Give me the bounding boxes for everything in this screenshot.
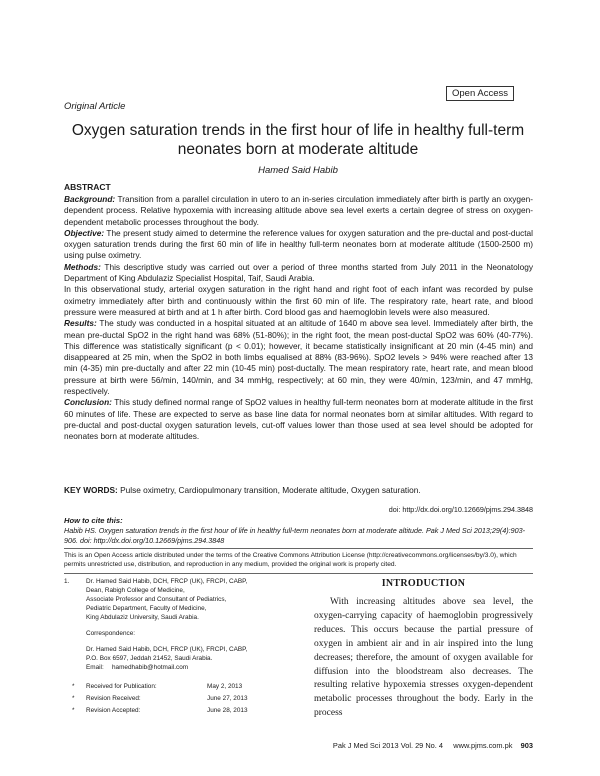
introduction-body	[314, 596, 533, 721]
page-number: 903	[520, 741, 533, 750]
date-label: Revision Accepted:	[86, 707, 141, 714]
methods-label: Methods:	[64, 261, 101, 272]
methods-text: This descriptive study was carried out over a period of three months started from July 2011 in the Neonatology Department of King Abdulaziz Specialist Hospital, Taif, Saudi Arabia.	[64, 261, 534, 284]
doi-link[interactable]: doi: http://dx.doi.org/10.12669/pjms.294.3848	[388, 505, 533, 514]
date-bullet: *	[72, 683, 75, 690]
email-label: Email:	[86, 664, 104, 671]
conclusion-text: This study defined normal range of SpO2 values in healthy full-term neonates born at moderate altitude in the first 60 minutes of life. These are expected to serve as base line data for normal neonates born at similar altitudes. With regard to pre-ductal and post-ductal oxygen saturation levels, cut-off values lower than those used at sea level should be adopted for neonates born at moderate altitudes.	[64, 397, 534, 442]
journal-website[interactable]: www.pjms.com.pk	[453, 741, 513, 750]
background-label: Background:	[64, 194, 116, 204]
affiliation-line: Pediatric Department, Faculty of Medicine,	[86, 605, 207, 612]
affiliation-line: Dean, Rabigh College of Medicine,	[86, 587, 185, 594]
methods-text-2: In this observational study, arterial oxygen saturation in the right hand and right foot of each infant was recorded by pulse oximetry immediately after birth and continuously within the first 60 min of life. The respiratory rate, heart rate, and blood pressure were measured at birth and at 1 h after birth. Cord blood gas and haemoglobin levels were also measured.	[64, 284, 533, 317]
correspondence-label: Correspondence:	[86, 630, 136, 637]
how-to-cite-heading: How to cite this:	[64, 516, 123, 525]
affiliation-line: King Abdulaziz University, Saudi Arabia.	[86, 614, 199, 621]
date-bullet: *	[72, 707, 75, 714]
license-text: This is an Open Access article distributed under the terms of the Creative Commons Attribution License (http://creativecommons.org/licenses/by/3.0), which permits unrestricted use, distribution, and reproduction in any medium, provided the original work is properly cited.	[64, 552, 517, 568]
correspondence-line: Dr. Hamed Said Habib, DCH, FRCP (UK), FRCPI, CABP,	[86, 646, 248, 653]
date-label: Revision Received:	[86, 695, 141, 702]
footnote-number: 1.	[64, 578, 70, 585]
article-type: Original Article	[64, 101, 126, 112]
introduction-paragraph: With increasing altitudes above sea level, the oxygen-carrying capacity of haemoglobin progressively reduces. This occurs because the partial pressure of oxygen in ambient air and in air inspired into the lung decreases; therefore, the amount of oxygen available for diffusion into the bloodstream also decreases. The resulting relative hypoxemia stresses oxygen-dependent metabolic processes throughout the body. Early in the process	[314, 597, 533, 719]
keywords-text: Pulse oximetry, Cardiopulmonary transition, Moderate altitude, Oxygen saturation.	[120, 485, 421, 495]
correspondence-line: P.O. Box 6597, Jeddah 21452, Saudi Arabia.	[86, 655, 213, 662]
results-label: Results:	[64, 318, 97, 329]
objective-label: Objective:	[64, 227, 105, 238]
email-address[interactable]: hamedhabib@hotmail.com	[112, 664, 189, 671]
abstract-body	[64, 194, 533, 443]
divider	[64, 573, 533, 574]
introduction-heading: INTRODUCTION	[381, 578, 466, 589]
journal-info: Pak J Med Sci 2013 Vol. 29 No. 4	[332, 741, 444, 750]
divider	[64, 548, 533, 549]
author-footnote	[64, 578, 294, 728]
author-name: Hamed Said Habib	[258, 165, 338, 176]
results-text: The study was conducted in a hospital situated at an altitude of 1640 m above sea level. Immediately after birth, the mean pre-ductal SpO2 in the right hand was 68% (51-80%); in the right foot, the mean post-ductal SpO2 was 60% (40-77%). This difference was statistically significant (p < 0.01); however, it became statistically insignificant at 20 min (4-45 min) and disappeared at 25 min, when the SpO2 in both limbs equalised at 88% (83-96%). SpO2 levels > 94% were reached after 13 min (4-35) min pre-ductally and after 22 min (10-45 min) post-ductally. The mean respiratory rate, heart rate, and mean blood pressure at birth were 56/min, 140/min, and 34 mmHg, respectively; at 60 min, they were 40/min, 123/min, and 47 mmHg, respectively.	[64, 318, 534, 397]
background-text: Transition from a parallel circulation in utero to an in-series circulation immediately after birth is partly an oxygen-dependent process. Relative hypoxemia with increasing altitude above sea level exerts a certain degree of stress on oxygen-dependent metabolic processes throughout the body.	[64, 194, 533, 227]
article-title: Oxygen saturation trends in the first hour of life in healthy full-term neonates born at moderate altitude	[71, 122, 525, 158]
open-access-badge: Open Access	[446, 86, 514, 101]
abstract-heading: ABSTRACT	[64, 182, 111, 192]
conclusion-label: Conclusion:	[64, 397, 112, 408]
date-value: June 27, 2013	[207, 695, 248, 702]
keywords-label: KEY WORDS:	[64, 485, 118, 495]
how-to-cite-text: Habib HS. Oxygen saturation trends in the first hour of life in healthy full-term neonates born at moderate altitude. Pak J Med Sci 2013;29(4):903-906. doi: http://dx.doi.org/10.12669/pjms.294.3848	[64, 526, 526, 545]
date-bullet: *	[72, 695, 75, 702]
affiliation-line: Dr. Hamed Said Habib, DCH, FRCP (UK), FRCPI, CABP,	[86, 578, 248, 585]
date-value: June 28, 2013	[207, 707, 248, 714]
affiliation-line: Associate Professor and Consultant of Pediatrics,	[86, 596, 227, 603]
page-footer	[60, 741, 533, 750]
objective-text: The present study aimed to determine the reference values for oxygen saturation and the pre-ductal and post-ductal oxygen saturation trends during the first 60 min of life in healthy full-term neonates born at moderate altitude (1500-2500 m) using pulse oximetry.	[64, 227, 533, 261]
date-value: May 2, 2013	[207, 683, 243, 690]
date-label: Received for Publication:	[86, 683, 157, 690]
keywords	[64, 485, 533, 495]
